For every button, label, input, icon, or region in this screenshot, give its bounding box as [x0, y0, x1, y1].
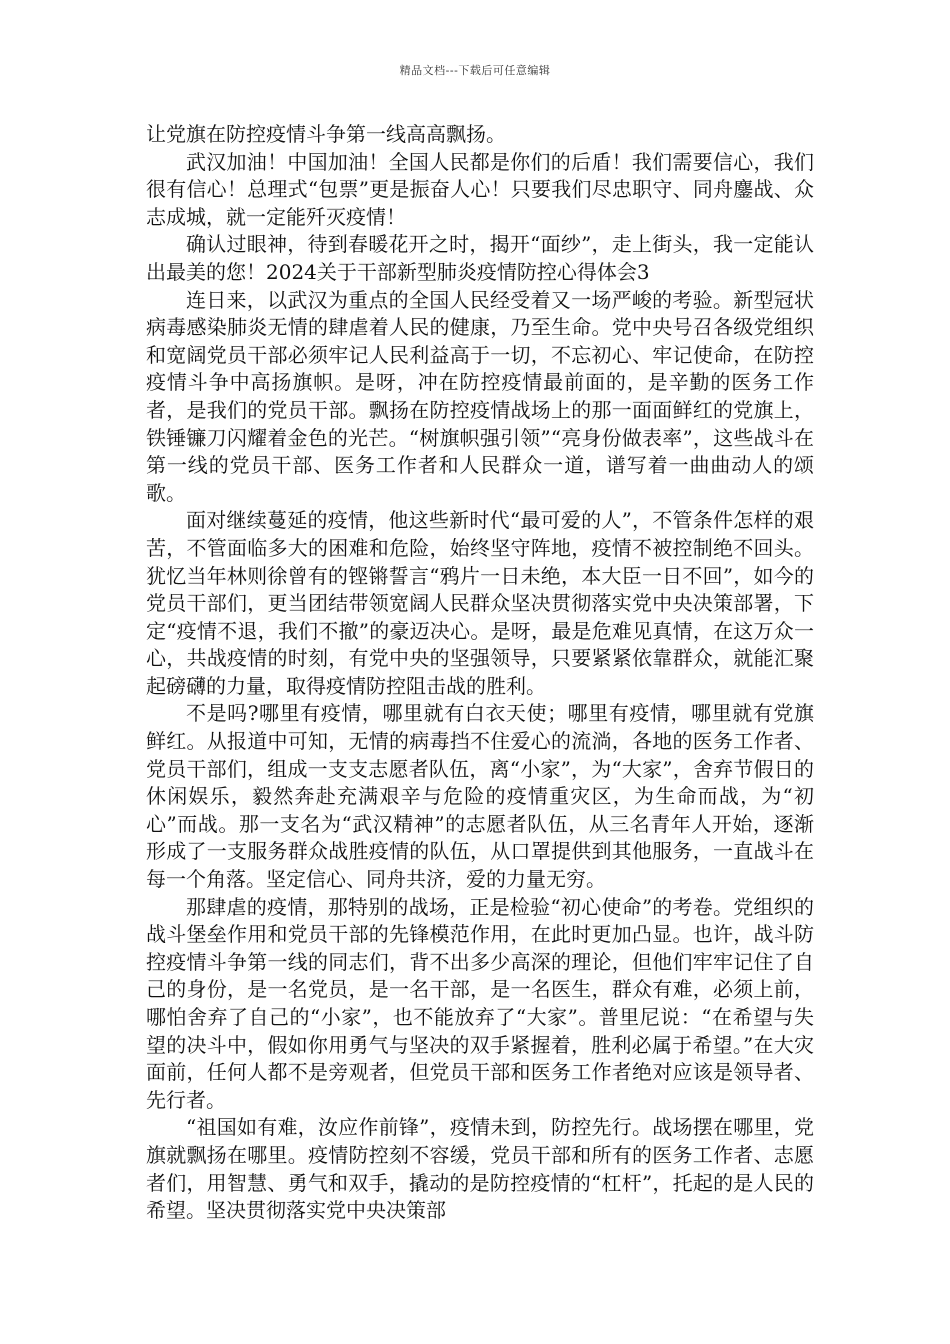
paragraph: 不是吗?哪里有疫情，哪里就有白衣天使；哪里有疫情，哪里就有党旗鲜红。从报道中可知，无情的病毒挡不住爱心的流淌，各地的医务工作者、党员干部们，组成一支支志愿者队伍，离“小家”，为“大家”，舍弃节假日的休闲娱乐，毅然奔赴充满艰辛与危险的疫情重灾区，为生命而战，为“初心”而战。那一支名为“武汉精神”的志愿者队伍，从三名青年人开始，逐渐形成了一支服务群众战胜疫情的队伍，从口罩提供到其他服务，一直战斗在每一个角落。坚定信心、同舟共济，爱的力量无穷。: [146, 701, 814, 892]
document-body: [146, 121, 814, 1225]
paragraph: 让党旗在防控疫情斗争第一线高高飘扬。: [146, 122, 506, 146]
paragraph: 确认过眼神，待到春暖花开之时，揭开“面纱”，走上街头，我一定能认出最美的您！2024关于干部新型肺炎疫情防控心得体会3: [146, 232, 814, 284]
paragraph: 面对继续蔓延的疫情，他这些新时代“最可爱的人”，不管条件怎样的艰苦，不管面临多大的困难和危险，始终坚守阵地，疫情不被控制绝不回头。犹忆当年林则徐曾有的铿锵誓言“鸦片一日未绝，本大臣一日不回”，如今的党员干部们，更当团结带领宽阔人民群众坚决贯彻落实党中央决策部署，下定“疫情不退，我们不撤”的豪迈决心。是呀，最是危难见真情，在这万众一心，共战疫情的时刻，有党中央的坚强领导，只要紧紧依靠群众，就能汇聚起磅礴的力量，取得疫情防控阻击战的胜利。: [146, 508, 814, 698]
paragraph: “祖国如有难，汝应作前锋”，疫情未到，防控先行。战场摆在哪里，党旗就飘扬在哪里。疫情防控刻不容缓，党员干部和所有的医务工作者、志愿者们，用智慧、勇气和双手，撬动的是防控疫情的“杠杆”，托起的是人民的希望。坚决贯彻落实党中央决策部: [146, 1115, 814, 1223]
paragraph: 那肆虐的疫情，那特别的战场，正是检验“初心使命”的考卷。党组织的战斗堡垒作用和党员干部的先锋模范作用，在此时更加凸显。也许，战斗防控疫情斗争第一线的同志们，背不出多少高深的理论，但他们牢牢记住了自己的身份，是一名党员，是一名干部，是一名医生，群众有难，必须上前，哪怕舍弃了自己的“小家”，也不能放弃了“大家”。普里尼说：“在希望与失望的决斗中，假如你用勇气与坚决的双手紧握着，胜利必属于希望。”在大灾面前，任何人都不是旁观者，但党员干部和医务工作者绝对应该是领导者、先行者。: [146, 894, 814, 1112]
paragraph: 武汉加油！中国加油！全国人民都是你们的后盾！我们需要信心，我们很有信心！总理式“包票”更是振奋人心！只要我们尽忠职守、同舟鏖战、众志成城，就一定能歼灭疫情！: [146, 149, 814, 229]
paragraph: 连日来，以武汉为重点的全国人民经受着又一场严峻的考验。新型冠状病毒感染肺炎无情的肆虐着人民的健康，乃至生命。党中央号召各级党组织和宽阔党员干部必须牢记人民利益高于一切，不忘初心、牢记使命，在防控疫情斗争中高扬旗帜。是呀，冲在防控疫情最前面的，是辛勤的医务工作者，是我们的党员干部。飘扬在防控疫情战场上的那一面面鲜红的党旗上，铁锤镰刀闪耀着金色的光芒。“树旗帜强引领”“亮身份做表率”，这些战斗在第一线的党员干部、医务工作者和人民群众一道，谱写着一曲曲动人的颂歌。: [146, 287, 814, 505]
page-header: 精品文档---下载后可任意编辑: [399, 64, 551, 77]
